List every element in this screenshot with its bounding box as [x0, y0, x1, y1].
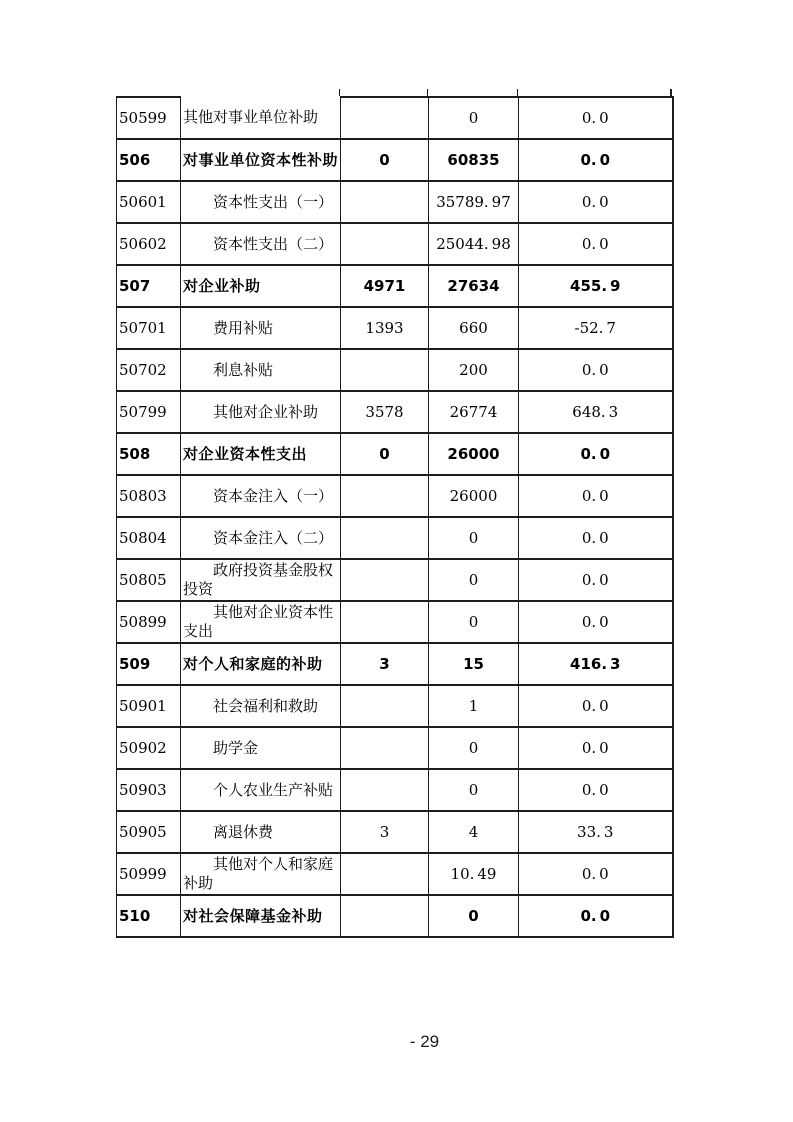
table-row [117, 769, 673, 811]
value-cell: 648. 3 [519, 391, 673, 433]
value-cell: 1393 [341, 307, 429, 349]
value-cell [341, 727, 429, 769]
value-cell: 25044. 98 [429, 223, 519, 265]
value-cell [341, 685, 429, 727]
name-cell: 利息补贴 [181, 349, 341, 391]
value-cell: 455. 9 [519, 265, 673, 307]
table-row [117, 307, 673, 349]
value-cell [341, 559, 429, 601]
name-cell: 资本性支出（一） [181, 181, 341, 223]
value-cell: 0. 0 [519, 517, 673, 559]
value-cell: 26000 [429, 475, 519, 517]
code-cell: 506 [117, 139, 181, 181]
value-cell: 0 [341, 433, 429, 475]
code-cell: 50599 [117, 97, 181, 139]
name-cell: 其他对事业单位补助 [181, 97, 341, 139]
value-cell: 0 [341, 139, 429, 181]
code-cell: 50702 [117, 349, 181, 391]
table-row [117, 181, 673, 223]
code-cell: 50701 [117, 307, 181, 349]
name-cell: 社会福利和救助 [181, 685, 341, 727]
table-row [117, 643, 673, 685]
value-cell: 26000 [429, 433, 519, 475]
value-cell: 660 [429, 307, 519, 349]
value-cell: 60835 [429, 139, 519, 181]
code-cell: 50602 [117, 223, 181, 265]
table-row [117, 433, 673, 475]
value-cell [341, 517, 429, 559]
value-cell: 0 [429, 895, 519, 937]
value-cell [341, 853, 429, 895]
value-cell [341, 349, 429, 391]
value-cell: 3 [341, 643, 429, 685]
name-cell: 对个人和家庭的补助 [181, 643, 341, 685]
value-cell [341, 223, 429, 265]
value-cell: 26774 [429, 391, 519, 433]
table-row [117, 559, 673, 601]
table-row [117, 139, 673, 181]
value-cell: 0. 0 [519, 769, 673, 811]
value-cell: 0. 0 [519, 727, 673, 769]
code-cell: 50905 [117, 811, 181, 853]
code-cell: 50803 [117, 475, 181, 517]
code-cell: 50899 [117, 601, 181, 643]
value-cell: 0. 0 [519, 601, 673, 643]
value-cell: 0. 0 [519, 559, 673, 601]
code-cell: 50999 [117, 853, 181, 895]
name-cell: 对企业资本性支出 [181, 433, 341, 475]
value-cell: 33. 3 [519, 811, 673, 853]
name-cell: 政府投资基金股权投资 [181, 559, 341, 601]
value-cell: 0. 0 [519, 433, 673, 475]
name-cell: 费用补贴 [181, 307, 341, 349]
table-row [117, 475, 673, 517]
code-cell: 50805 [117, 559, 181, 601]
value-cell: 0. 0 [519, 475, 673, 517]
value-cell: 10. 49 [429, 853, 519, 895]
value-cell [341, 769, 429, 811]
value-cell: 35789. 97 [429, 181, 519, 223]
value-cell: 15 [429, 643, 519, 685]
code-cell: 510 [117, 895, 181, 937]
code-cell: 50903 [117, 769, 181, 811]
table-row [117, 517, 673, 559]
table-row [117, 349, 673, 391]
table-row [117, 223, 673, 265]
value-cell: 0. 0 [519, 181, 673, 223]
value-cell: 3578 [341, 391, 429, 433]
value-cell: 0 [429, 601, 519, 643]
name-cell: 个人农业生产补贴 [181, 769, 341, 811]
column-border-stub [670, 89, 672, 96]
name-cell: 对社会保障基金补助 [181, 895, 341, 937]
table-row [117, 895, 673, 937]
value-cell [341, 475, 429, 517]
value-cell: 0. 0 [519, 349, 673, 391]
name-cell: 离退休费 [181, 811, 341, 853]
name-cell: 其他对企业资本性支出 [181, 601, 341, 643]
name-cell: 资本金注入（一） [181, 475, 341, 517]
column-border-stub [339, 89, 340, 96]
value-cell: 4971 [341, 265, 429, 307]
value-cell: 0 [429, 727, 519, 769]
code-cell: 50804 [117, 517, 181, 559]
value-cell: -52. 7 [519, 307, 673, 349]
table-row [117, 391, 673, 433]
code-cell: 50799 [117, 391, 181, 433]
value-cell [341, 181, 429, 223]
value-cell: 0. 0 [519, 685, 673, 727]
name-cell: 对事业单位资本性补助 [181, 139, 341, 181]
value-cell: 4 [429, 811, 519, 853]
name-cell: 对企业补助 [181, 265, 341, 307]
value-cell: 0. 0 [519, 139, 673, 181]
table-row [117, 265, 673, 307]
value-cell [341, 97, 429, 139]
table-row [117, 685, 673, 727]
code-cell: 50901 [117, 685, 181, 727]
name-cell: 资本性支出（二） [181, 223, 341, 265]
value-cell: 27634 [429, 265, 519, 307]
code-cell: 50902 [117, 727, 181, 769]
value-cell: 0 [429, 769, 519, 811]
table-row [117, 97, 673, 139]
table-row [117, 811, 673, 853]
table-row [117, 853, 673, 895]
value-cell: 0. 0 [519, 895, 673, 937]
value-cell: 0 [429, 559, 519, 601]
value-cell: 0 [429, 97, 519, 139]
name-cell: 其他对企业补助 [181, 391, 341, 433]
name-cell: 助学金 [181, 727, 341, 769]
table-row [117, 727, 673, 769]
value-cell [341, 895, 429, 937]
value-cell: 200 [429, 349, 519, 391]
page-number: - 29 [409, 1032, 440, 1051]
code-cell: 507 [117, 265, 181, 307]
name-cell: 资本金注入（二） [181, 517, 341, 559]
value-cell: 0. 0 [519, 853, 673, 895]
value-cell [341, 601, 429, 643]
column-border-stub [517, 89, 518, 96]
code-cell: 509 [117, 643, 181, 685]
budget-table [116, 96, 674, 938]
value-cell: 3 [341, 811, 429, 853]
value-cell: 416. 3 [519, 643, 673, 685]
table-row [117, 601, 673, 643]
code-cell: 50601 [117, 181, 181, 223]
value-cell: 0. 0 [519, 223, 673, 265]
name-cell: 其他对个人和家庭补助 [181, 853, 341, 895]
value-cell: 1 [429, 685, 519, 727]
budget-table-body [117, 97, 673, 937]
column-border-stub [427, 89, 428, 96]
value-cell: 0. 0 [519, 97, 673, 139]
code-cell: 508 [117, 433, 181, 475]
value-cell: 0 [429, 517, 519, 559]
